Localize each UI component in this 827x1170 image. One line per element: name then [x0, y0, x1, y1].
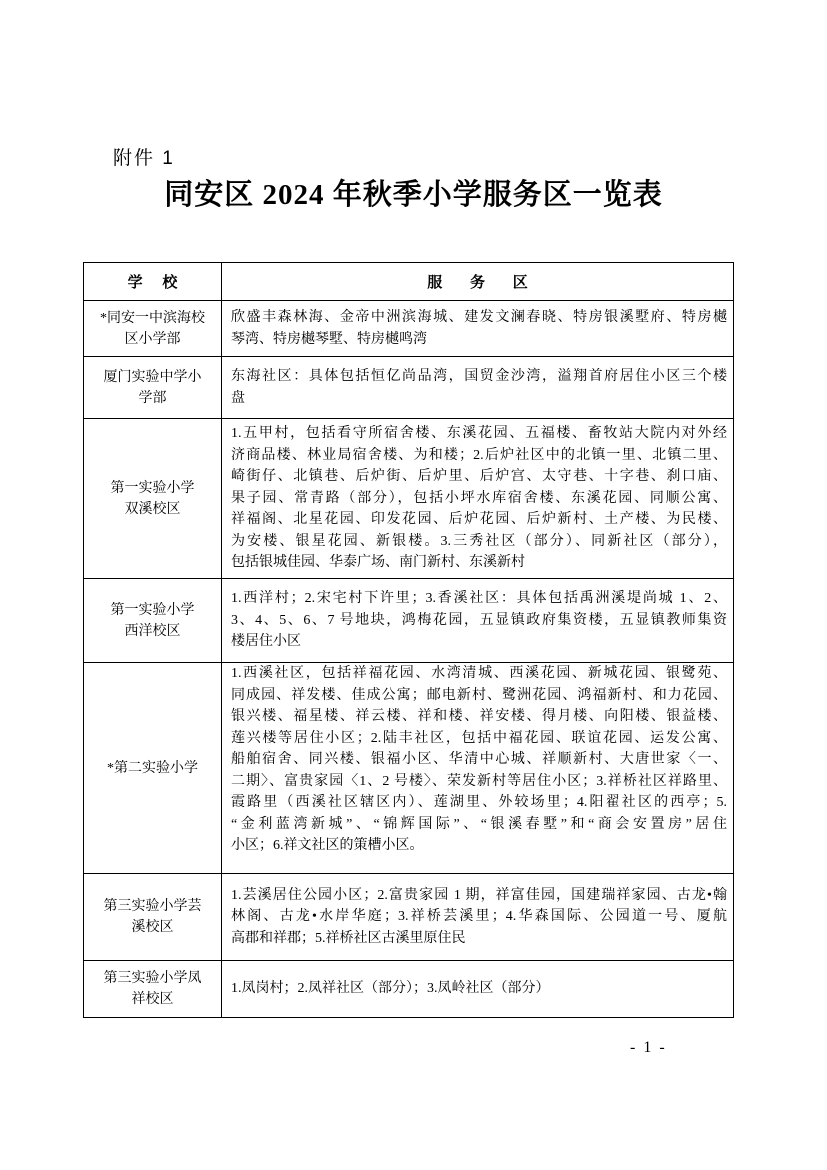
service-area-line: 船舶宿舍、同兴楼、银福小区、华清中心城、祥顺新村、大唐世家〈一、: [231, 752, 727, 768]
table-header-row: [84, 263, 734, 301]
table-row: [84, 874, 734, 961]
school-name-line: 区小学部: [124, 331, 181, 347]
service-area-line: 霞路里（西溪社区辖区内）、莲湖里、外较场里；4.阳翟社区的西亭；5.: [231, 795, 727, 811]
school-name-line: 厦门实验中学小: [103, 369, 202, 385]
service-area-line: 同成园、祥发楼、佳成公寓；邮电新村、鹭洲花园、鸿福新村、和力花园、: [231, 687, 727, 703]
table-row: [84, 419, 734, 579]
service-area-line: 楼居住小区: [231, 634, 301, 650]
service-area-line: 盘: [231, 390, 245, 406]
service-area-line: 1.芸溪居住公园小区；2.富贵家园 1 期，祥富佳园，国建瑞祥家园、古龙•翰: [231, 887, 727, 903]
service-area-line: 1.西洋村；2.宋宅村下许里；3.香溪社区：具体包括禹洲溪堤尚城 1、2、: [231, 591, 727, 607]
school-name-line: 第三实验小学凤: [103, 971, 202, 986]
service-area-line: 1.五甲村，包括看守所宿舍楼、东溪花园、五福楼、畜牧站大院内对外经: [231, 426, 727, 442]
school-name-line: *第二实验小学: [107, 760, 198, 776]
service-area-line: 济商品楼、林业局宿舍楼、为和楼；2.后炉社区中的北镇一里、北镇二里、: [231, 447, 727, 463]
school-cell: [84, 301, 222, 357]
school-name-line: 西洋校区: [124, 623, 181, 639]
table-header: [84, 263, 734, 301]
school-cell: [84, 961, 222, 1018]
school-cell: [84, 663, 222, 874]
service-area-line: 果子园、常青路（部分），包括小坪水库宿舍楼、东溪花园、同顺公寓、: [231, 490, 727, 506]
service-area-line: 东海社区：具体包括恒亿尚品湾，国贸金沙湾，溢翔首府居住小区三个楼: [231, 369, 727, 384]
service-area-line: 二期〉、富贵家园〈1、2 号楼〉、荣发新村等居住小区；3.祥桥社区祥路里、: [231, 773, 727, 789]
table-body: [84, 301, 734, 1018]
service-area-line: 崎街仔、北镇巷、后炉街、后炉里、后炉宫、太守巷、十字巷、刹口庙、: [231, 469, 727, 485]
service-area-line: 琴湾、特房樾琴墅、特房樾鸣湾: [231, 331, 427, 347]
service-area-line: 为安楼、银星花园、新银楼。3.三秀社区（部分）、同新社区（部分），: [231, 533, 727, 549]
table-row: [84, 357, 734, 419]
service-area-line: 1.凤岗村；2.凤祥社区（部分）；3.凤岭社区（部分）: [231, 981, 550, 997]
service-area-column-header: 服 务 区: [222, 263, 734, 301]
table-row: [84, 663, 734, 874]
service-area-cell: [222, 874, 734, 961]
service-area-line: 高郡和祥郡；5.祥桥社区古溪里原住民: [231, 930, 466, 946]
school-column-header: 学 校: [84, 263, 222, 301]
page-number: - 1 -: [630, 1039, 665, 1056]
service-area-line: 3、4、5、6、7 号地块，鸿梅花园，五显镇政府集资楼，五显镇教师集资: [231, 612, 727, 628]
service-area-cell: [222, 419, 734, 579]
service-area-line: 1.西溪社区，包括祥福花园、水湾清城、西溪花园、新城花园、银鹭苑、: [231, 666, 727, 682]
school-name-line: 第一实验小学: [110, 480, 195, 496]
school-name-line: 双溪校区: [124, 501, 181, 517]
table-row: [84, 301, 734, 357]
school-cell: [84, 874, 222, 961]
school-name-line: 祥校区: [131, 992, 174, 1007]
school-name-line: 第三实验小学芸: [103, 899, 202, 914]
document-title: 同安区 2024 年秋季小学服务区一览表: [164, 179, 663, 211]
service-area-line: 祥福阁、北星花园、印发花园、后炉花园、后炉新村、土产楼、为民楼、: [231, 512, 727, 528]
service-area-line: 包括银城佳园、华泰广场、南门新村、东溪新村: [231, 555, 525, 571]
service-area-cell: [222, 579, 734, 663]
school-cell: [84, 357, 222, 419]
service-area-line: 欣盛丰森林海、金帝中洲滨海城、建发文澜春晓、特房银溪墅府、特房樾: [231, 310, 727, 325]
school-cell: [84, 419, 222, 579]
service-area-line: 林阁、古龙•水岸华庭；3.祥桥芸溪里；4.华森国际、公园道一号、厦航: [231, 909, 727, 925]
service-area-line: 小区；6.祥文社区的策槽小区。: [231, 838, 424, 854]
school-name-line: 学部: [138, 390, 167, 406]
service-area-line: 银兴楼、福星楼、祥云楼、祥和楼、祥安楼、得月楼、向阳楼、银益楼、: [231, 709, 727, 725]
service-area-cell: [222, 663, 734, 874]
school-name-line: 溪校区: [131, 920, 174, 935]
school-cell: [84, 579, 222, 663]
school-name-line: 第一实验小学: [110, 602, 195, 618]
service-area-cell: [222, 961, 734, 1018]
service-area-cell: [222, 357, 734, 419]
service-area-table: [83, 262, 734, 1018]
attachment-label: 附件 1: [113, 148, 175, 169]
service-area-cell: [222, 301, 734, 357]
table-row: [84, 961, 734, 1018]
school-name-line: *同安一中滨海校: [100, 310, 205, 326]
service-area-line: 莲兴楼等居住小区；2.陆丰社区，包括中福花园、联谊花园、运发公寓、: [231, 730, 727, 746]
table-row: [84, 579, 734, 663]
service-area-line: “金利蓝湾新城”、“锦辉国际”、“银溪春墅”和“商会安置房”居住: [231, 816, 727, 832]
